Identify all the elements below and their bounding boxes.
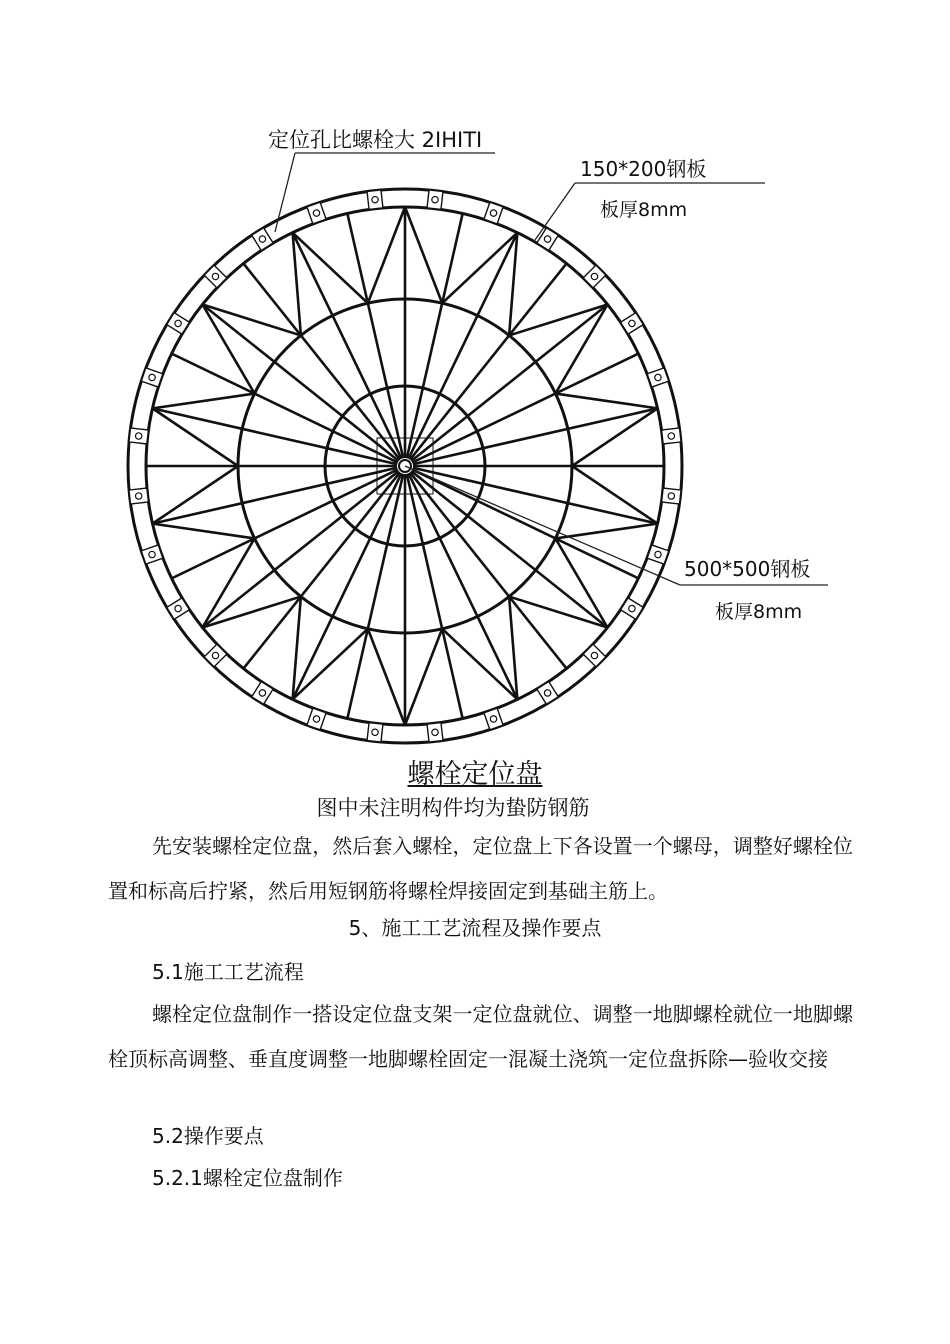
plate-outline <box>484 708 503 730</box>
bolt-hole-plate <box>141 545 163 564</box>
large-plate-label: 500*500钢板 <box>684 557 811 581</box>
bolt-hole-plate <box>427 190 443 209</box>
bolt-hole-plate <box>537 682 558 705</box>
radial-bar <box>347 474 403 719</box>
plate-outline <box>647 368 669 387</box>
radial-bar <box>347 213 403 458</box>
plate-outline <box>141 545 163 564</box>
radial-bar <box>152 408 397 464</box>
bracing-bar <box>293 233 368 304</box>
plate-outline <box>484 202 503 224</box>
radial-bar <box>413 408 658 464</box>
plate-outline <box>129 428 148 444</box>
plate-outline <box>537 228 558 251</box>
bolt-hole-plate <box>252 228 273 251</box>
plate-outline <box>367 190 383 209</box>
plate-outline <box>307 202 326 224</box>
bolt-hole-plate <box>662 488 681 504</box>
bolt-hole-plate <box>307 708 326 730</box>
large-plate-thickness: 板厚8mm <box>715 601 803 623</box>
plate-outline <box>621 313 644 334</box>
plate-outline <box>141 368 163 387</box>
plate-outline <box>307 708 326 730</box>
plate-outline <box>204 644 227 667</box>
plate-outline <box>662 488 681 504</box>
radial-bar <box>407 213 463 458</box>
bracing-bar <box>368 629 405 725</box>
bolt-hole-plate <box>583 644 606 667</box>
bolt-hole-plate <box>141 368 163 387</box>
bolt-hole-plate <box>367 190 383 209</box>
plate-outline <box>204 265 227 288</box>
bracing-bar <box>405 629 442 725</box>
bracing-bar <box>152 394 254 409</box>
bolt-hole-plate <box>537 228 558 251</box>
plate-outline <box>583 265 606 288</box>
plate-outline <box>621 598 644 619</box>
section-5-2-1-heading: 5.2.1螺栓定位盘制作 <box>152 1166 343 1190</box>
bolt-hole-plate <box>167 313 190 334</box>
bolt-hole-plate <box>129 428 148 444</box>
bolt-hole-plate <box>647 368 669 387</box>
hole-size-note: 定位孔比螺栓大 2IHITI <box>268 128 483 152</box>
bracing-bar <box>442 233 517 304</box>
radial-bar <box>152 468 397 524</box>
bolt-hole-plate <box>621 313 644 334</box>
plate-outline <box>129 488 148 504</box>
figure-title: 螺栓定位盘 <box>407 759 543 790</box>
bracing-bar <box>555 524 657 539</box>
radial-bar <box>407 474 463 719</box>
bolt-hole-plate <box>367 723 383 742</box>
plate-outline <box>662 428 681 444</box>
plate-outline <box>427 190 443 209</box>
bolt-hole-plate <box>621 598 644 619</box>
bolt-hole-plate <box>427 723 443 742</box>
plate-outline <box>537 682 558 705</box>
plate-outline <box>427 723 443 742</box>
plate-outline <box>167 598 190 619</box>
bracing-bar <box>405 207 442 303</box>
bolt-hole-plate <box>307 202 326 224</box>
bolt-hole-plate <box>583 265 606 288</box>
process-flow-paragraph: 螺栓定位盘制作一搭设定位盘支架一定位盘就位、调整一地脚螺栓就位一地脚螺栓顶标高调整、垂直度调整一地脚螺栓固定一混凝土浇筑一定位盘拆除—验收交接 <box>108 1002 853 1071</box>
plate-outline <box>167 313 190 334</box>
plate-outline <box>252 228 273 251</box>
bracing-bar <box>442 629 517 700</box>
small-plate-label: 150*200钢板 <box>580 157 707 181</box>
bracing-bar <box>293 629 368 700</box>
bolt-hole-plate <box>204 644 227 667</box>
bolt-hole-plate <box>129 488 148 504</box>
plate-outline <box>583 644 606 667</box>
small-plate-thickness: 板厚8mm <box>600 199 688 221</box>
bracing-bar <box>152 524 254 539</box>
bolt-hole-plate <box>167 598 190 619</box>
plate-outline <box>367 723 383 742</box>
bolt-hole-plate <box>662 428 681 444</box>
radial-bar <box>413 468 658 524</box>
bracing-bar <box>368 207 405 303</box>
bolt-hole-plate <box>252 682 273 705</box>
bolt-hole-plate <box>484 202 503 224</box>
install-paragraph: 先安装螺栓定位盘，然后套入螺栓，定位盘上下各设置一个螺母，调整好螺栓位置和标高后拧紧，然后用短钢筋将螺栓焊接固定到基础主筋上。 <box>108 834 853 903</box>
bracing-bar <box>555 394 657 409</box>
section-5-2-heading: 5.2操作要点 <box>152 1124 264 1148</box>
figure-note: 图中未注明构件均为蛰防钢筋 <box>316 796 590 820</box>
bolt-hole-plate <box>204 265 227 288</box>
bolt-hole-plate <box>484 708 503 730</box>
section-5-1-heading: 5.1施工工艺流程 <box>152 960 304 984</box>
plate-outline <box>647 545 669 564</box>
section-5-heading: 5、施工工艺流程及操作要点 <box>348 916 602 940</box>
bolt-hole-plate <box>647 545 669 564</box>
plate-outline <box>252 682 273 705</box>
